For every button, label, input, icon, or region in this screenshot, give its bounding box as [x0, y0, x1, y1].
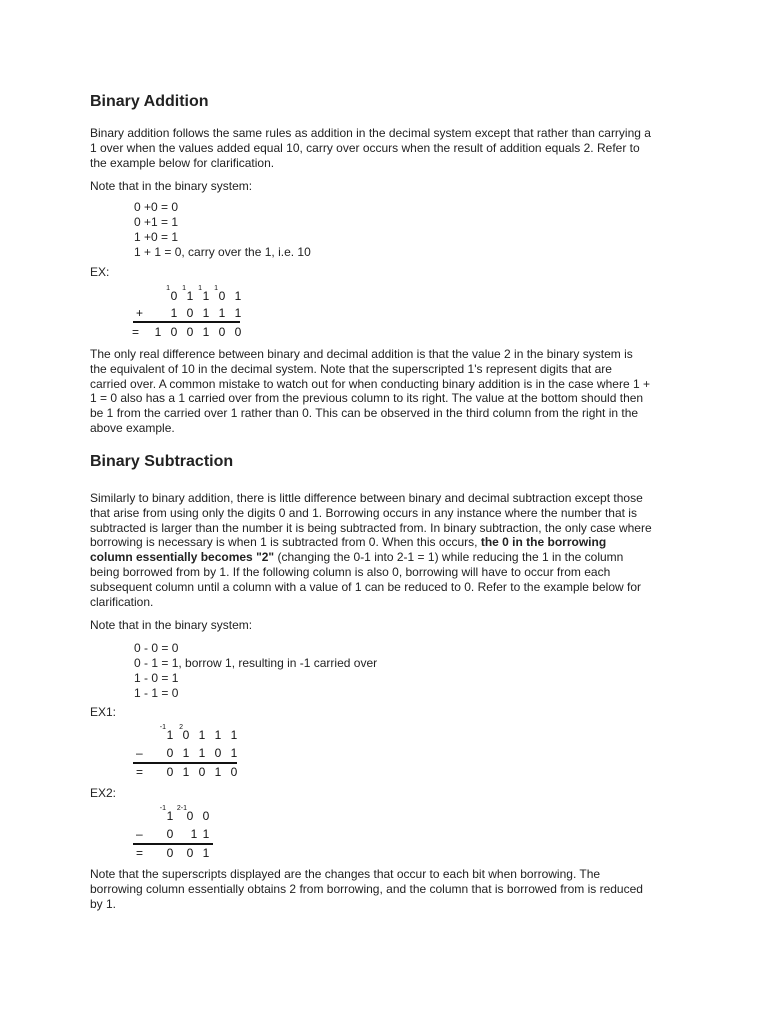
sum-divider	[133, 321, 240, 323]
digit: 1	[198, 728, 206, 742]
example-row-top	[130, 724, 260, 743]
bold-phrase: the 0 in the borrowing	[480, 535, 607, 550]
subtraction-intro-line: Similarly to binary addition, there is little difference between binary and decimal subtraction except those	[90, 491, 643, 505]
ex1-label: EX1:	[90, 705, 117, 719]
borrow-superscript: -1	[159, 724, 166, 731]
digit: 1	[234, 289, 242, 303]
example-row-top	[130, 805, 260, 824]
borrow-superscript: -1	[159, 805, 166, 812]
subtraction-intro-line: clarification.	[90, 594, 154, 609]
digit: 1	[230, 728, 238, 742]
digit: 0	[218, 325, 226, 339]
explanation-line: be 1 from the carried over 1 rather than 0. This can be observed in the third column from the right in the	[90, 406, 639, 421]
example-row-second	[130, 305, 260, 321]
digit: 1	[186, 289, 194, 303]
addition-intro-line: the example below for clarification.	[90, 155, 275, 170]
digit: 0	[214, 746, 222, 760]
digit: 0	[198, 765, 206, 779]
explanation-line: by 1.	[90, 896, 117, 911]
digit: 0	[186, 325, 194, 339]
rule-line: 0 - 0 = 0	[134, 641, 179, 655]
minus-operator: –	[136, 746, 143, 760]
digit: 0	[166, 746, 174, 760]
explanation-line: Note that the superscripts displayed are the changes that occur to each bit when borrowing. The	[90, 867, 601, 881]
rule-line: 0 - 1 = 1, borrow 1, resulting in -1 carried over	[134, 656, 378, 670]
explanation-line: above example.	[90, 420, 175, 435]
digit: 1	[190, 827, 198, 841]
digit: 0	[230, 765, 238, 779]
digit: 1	[198, 746, 206, 760]
explanation-line: the equivalent of 10 in the decimal system. Note that the superscripted 1's represent digits that are	[90, 361, 612, 376]
subtraction-note: Note that in the binary system:	[90, 618, 253, 632]
rule-line: 1 - 0 = 1	[134, 671, 179, 685]
example-row-second	[130, 745, 260, 761]
digit: 0	[166, 765, 174, 779]
intro-text: (changing the 0-1 into 2-1 = 1) while reducing the 1 in the column	[274, 550, 624, 565]
digit: 0	[234, 325, 242, 339]
digit: 1	[182, 765, 190, 779]
digit: 0	[218, 289, 226, 303]
subtraction-intro-line	[90, 535, 680, 550]
addition-note: Note that in the binary system:	[90, 179, 253, 193]
digit: 0	[166, 846, 174, 860]
carry-digit: 1	[198, 285, 202, 292]
digit: 1	[202, 325, 210, 339]
digit: 1	[170, 306, 178, 320]
subtraction-intro	[90, 491, 680, 609]
rule-line: 0 +1 = 1	[134, 215, 179, 229]
digit: 0	[170, 325, 178, 339]
example-row-result	[130, 324, 260, 340]
rule-line: 0 +0 = 0	[134, 200, 179, 214]
equals-sign: =	[136, 846, 144, 860]
digit: 0	[202, 809, 210, 823]
digit: 1	[154, 325, 162, 339]
minus-operator: –	[136, 827, 143, 841]
explanation-line: borrowing column essentially obtains 2 from borrowing, and the column that is borrowed from is reduced	[90, 881, 643, 896]
digit: 1	[230, 746, 238, 760]
subtraction-intro-line	[90, 550, 680, 565]
carry-digit: 1	[182, 285, 186, 292]
plus-operator: +	[136, 306, 144, 320]
bold-phrase: column essentially becomes "2"	[90, 550, 275, 565]
digit: 1	[214, 765, 222, 779]
explanation-line: 1 = 0 also has a 1 carried over from the previous column to its right. The value at the bottom should then	[90, 391, 644, 406]
example-row-top	[130, 285, 260, 304]
digit: 0	[186, 809, 194, 823]
addition-explanation	[90, 347, 680, 436]
equals-sign: =	[132, 325, 140, 339]
section-title-subtraction: Binary Subtraction	[90, 453, 234, 470]
digit: 1	[166, 728, 174, 742]
carry-digit: 1	[214, 285, 218, 292]
subtraction-intro-line: being borrowed from by 1. If the following column is also 0, borrowing will have to occur from each	[90, 564, 611, 579]
borrow-superscript: 2	[179, 724, 183, 731]
addition-intro-line: Binary addition follows the same rules as addition in the decimal system except that rather than carrying a	[90, 126, 651, 140]
addition-intro-line: 1 over when the values added equal 10, carry over occurs when the result of addition equals 2. Refer to	[90, 140, 640, 155]
carry-digit: 1	[166, 285, 170, 292]
subtraction-explanation	[90, 867, 680, 911]
rule-line: 1 - 1 = 0	[134, 686, 179, 700]
digit: 1	[202, 846, 210, 860]
digit: 1	[234, 306, 242, 320]
digit: 1	[214, 728, 222, 742]
addition-ex-label: EX:	[90, 265, 110, 279]
digit: 1	[202, 306, 210, 320]
digit: 1	[182, 746, 190, 760]
borrow-superscript: 2-1	[176, 805, 187, 812]
example-row-result	[130, 845, 260, 861]
example-row-second	[130, 826, 260, 842]
explanation-line: The only real difference between binary and decimal addition is that the value 2 in the binary system is	[90, 347, 633, 361]
subtraction-intro-line: subsequent column until a column with a value of 1 can be reduced to 0. Refer to the example below for	[90, 579, 641, 594]
digit: 0	[170, 289, 178, 303]
rule-line: 1 + 1 = 0, carry over the 1, i.e. 10	[134, 245, 311, 259]
section-title-addition: Binary Addition	[90, 93, 209, 110]
digit: 1	[166, 809, 174, 823]
digit: 1	[218, 306, 226, 320]
subtraction-intro-line: subtracted is larger than the number it is being subtracted from. In binary subtraction, the only case where	[90, 520, 652, 535]
digit: 1	[202, 827, 210, 841]
addition-intro	[90, 126, 680, 170]
equals-sign: =	[136, 765, 144, 779]
subtraction-intro-line: that arise from using only the digits 0 and 1. Borrowing occurs in any instance where the number that is	[90, 505, 637, 520]
rule-line: 1 +0 = 1	[134, 230, 179, 244]
example-row-result	[130, 764, 260, 780]
ex2-label: EX2:	[90, 786, 117, 800]
intro-text: borrowing is necessary is when 1 is subtracted from 0. When this occurs,	[90, 535, 481, 550]
digit: 0	[166, 827, 174, 841]
digit: 1	[202, 289, 210, 303]
digit: 0	[186, 846, 194, 860]
digit: 0	[182, 728, 190, 742]
digit: 0	[186, 306, 194, 320]
explanation-line: carried over. A common mistake to watch out for when conducting binary addition is in the case where 1 +	[90, 376, 650, 391]
